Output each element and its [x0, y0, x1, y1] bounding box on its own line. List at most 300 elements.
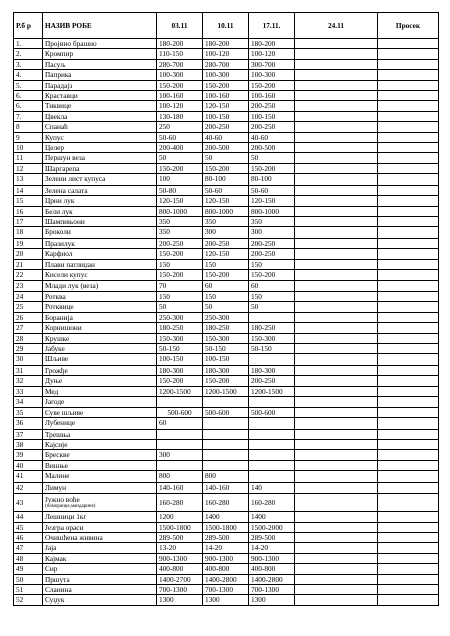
item-name: Мед: [43, 386, 157, 396]
table-row: [14, 153, 439, 163]
price-date-3: 100-120: [249, 49, 295, 59]
average-cell: [378, 386, 439, 396]
table-row: [14, 574, 439, 584]
price-date-4: [295, 512, 378, 522]
average-cell: [378, 333, 439, 343]
price-date-4: [295, 553, 378, 563]
price-date-1: 100-150: [157, 354, 203, 366]
table-row: [14, 217, 439, 227]
price-date-1: 500-600: [157, 407, 203, 417]
table-row: [14, 49, 439, 59]
average-cell: [378, 376, 439, 386]
row-number: 17: [14, 217, 43, 227]
item-name: Празилук: [43, 238, 157, 248]
average-cell: [378, 553, 439, 563]
price-date-1: 280-700: [157, 59, 203, 69]
row-number: 15: [14, 196, 43, 206]
price-date-4: [295, 70, 378, 80]
price-date-1: 100-160: [157, 91, 203, 101]
item-name-text: Јужно воће: [45, 494, 80, 504]
price-date-4: [295, 122, 378, 132]
price-date-1: 70: [157, 280, 203, 292]
item-name: Суве шљиве: [43, 407, 157, 417]
item-name: Дуње: [43, 376, 157, 386]
price-date-2: 14-20: [203, 543, 249, 553]
item-name: Пројино брашно: [43, 39, 157, 49]
price-date-4: [295, 185, 378, 195]
price-date-2: 100-120: [203, 49, 249, 59]
price-date-3: 50: [249, 153, 295, 163]
table-row: [14, 91, 439, 101]
row-number: 43: [14, 494, 43, 512]
price-date-3: [249, 439, 295, 449]
average-cell: [378, 512, 439, 522]
price-date-2: [203, 418, 249, 430]
price-date-3: 700-1300: [249, 584, 295, 594]
price-date-1: 100: [157, 174, 203, 186]
average-cell: [378, 39, 439, 49]
price-date-2: 800: [203, 471, 249, 483]
price-date-1: 180-200: [157, 39, 203, 49]
price-date-2: [203, 397, 249, 407]
price-date-1: 1200-1500: [157, 386, 203, 396]
price-date-4: [295, 494, 378, 512]
row-number: 2.: [14, 49, 43, 59]
price-date-3: 800-1000: [249, 206, 295, 216]
table-row: [14, 460, 439, 470]
price-date-3: 300-700: [249, 59, 295, 69]
average-cell: [378, 270, 439, 280]
price-date-2: 350: [203, 217, 249, 227]
table-row: [14, 196, 439, 206]
price-date-2: 150: [203, 259, 249, 269]
price-date-1: 1500-1800: [157, 522, 203, 532]
row-number: 27: [14, 323, 43, 333]
row-number: 21: [14, 259, 43, 269]
item-name: Језгра ораси: [43, 522, 157, 532]
table-row: [14, 80, 439, 90]
table-row: [14, 163, 439, 173]
row-number: 36: [14, 418, 43, 430]
item-name: Грожђе: [43, 365, 157, 375]
price-date-1: 150-200: [157, 249, 203, 259]
price-date-4: [295, 217, 378, 227]
price-date-3: 200-250: [249, 101, 295, 111]
price-date-3: 100-150: [249, 111, 295, 121]
average-cell: [378, 59, 439, 69]
price-date-3: [249, 312, 295, 322]
item-name: Шампињони: [43, 217, 157, 227]
price-date-2: 900-1300: [203, 553, 249, 563]
row-number: 42: [14, 482, 43, 494]
item-name: Млади лук (веза): [43, 280, 157, 292]
item-name: Сланина: [43, 584, 157, 594]
item-name: Вишње: [43, 460, 157, 470]
average-cell: [378, 101, 439, 111]
item-name: Кисели купус: [43, 270, 157, 280]
price-date-3: [249, 354, 295, 366]
table-row: [14, 553, 439, 563]
price-date-4: [295, 227, 378, 239]
price-date-3: [249, 429, 295, 439]
price-date-2: 700-1300: [203, 584, 249, 594]
average-cell: [378, 344, 439, 354]
price-date-3: 400-800: [249, 564, 295, 574]
item-name: Лубенице: [43, 418, 157, 430]
price-date-1: 50-80: [157, 185, 203, 195]
average-cell: [378, 217, 439, 227]
price-date-1: 250: [157, 122, 203, 132]
price-date-1: 100-300: [157, 70, 203, 80]
price-date-4: [295, 111, 378, 121]
average-cell: [378, 259, 439, 269]
price-date-1: 110-150: [157, 49, 203, 59]
item-name: Пршута: [43, 574, 157, 584]
table-row: [14, 512, 439, 522]
price-date-1: 700-1300: [157, 584, 203, 594]
price-date-4: [295, 132, 378, 142]
price-date-2: 1500-1800: [203, 522, 249, 532]
price-date-1: 289-500: [157, 532, 203, 542]
item-name: Суџук: [43, 595, 157, 605]
price-date-3: 14-20: [249, 543, 295, 553]
price-date-2: 250-300: [203, 312, 249, 322]
price-date-2: 100-300: [203, 70, 249, 80]
average-cell: [378, 418, 439, 430]
price-date-4: [295, 595, 378, 605]
row-number: 44: [14, 512, 43, 522]
price-table: [13, 12, 439, 606]
row-number: 7.: [14, 111, 43, 121]
price-date-1: 13-20: [157, 543, 203, 553]
price-date-3: 900-1300: [249, 553, 295, 563]
item-name: Броколи: [43, 227, 157, 239]
average-cell: [378, 522, 439, 532]
average-cell: [378, 584, 439, 594]
row-number: 20: [14, 249, 43, 259]
header-date-1: 03.11: [157, 13, 203, 39]
price-date-2: 300: [203, 227, 249, 239]
item-name: Малине: [43, 471, 157, 483]
price-date-2: 1200-1500: [203, 386, 249, 396]
table-row: [14, 532, 439, 542]
row-number: 4.: [14, 70, 43, 80]
price-date-3: 1400: [249, 512, 295, 522]
average-cell: [378, 302, 439, 312]
row-number: 52: [14, 595, 43, 605]
item-name: Јагоде: [43, 397, 157, 407]
price-date-2: 100-160: [203, 91, 249, 101]
price-date-3: 150: [249, 259, 295, 269]
price-date-3: 1200-1500: [249, 386, 295, 396]
item-name: Плави патлиџан: [43, 259, 157, 269]
table-row: [14, 397, 439, 407]
row-number: 5.: [14, 80, 43, 90]
average-cell: [378, 429, 439, 439]
price-date-2: 200-500: [203, 143, 249, 153]
average-cell: [378, 163, 439, 173]
table-row: [14, 429, 439, 439]
price-date-4: [295, 386, 378, 396]
price-date-2: 140-160: [203, 482, 249, 494]
item-name: Лешници 1кг: [43, 512, 157, 522]
table-row: [14, 323, 439, 333]
price-date-1: [157, 460, 203, 470]
row-number: 49: [14, 564, 43, 574]
row-number: 46: [14, 532, 43, 542]
price-date-1: 300: [157, 450, 203, 460]
item-name: Ротквице: [43, 302, 157, 312]
table-row: [14, 450, 439, 460]
price-date-2: 150-200: [203, 270, 249, 280]
table-row: [14, 227, 439, 239]
price-date-1: 180-250: [157, 323, 203, 333]
price-date-3: 150-300: [249, 333, 295, 343]
average-cell: [378, 482, 439, 494]
row-number: 37: [14, 429, 43, 439]
price-date-4: [295, 174, 378, 186]
price-date-2: 1300: [203, 595, 249, 605]
price-date-4: [295, 344, 378, 354]
row-number: 38: [14, 439, 43, 449]
price-date-4: [295, 196, 378, 206]
table-row: [14, 494, 439, 512]
table-row: [14, 174, 439, 186]
item-name: Црни лук: [43, 196, 157, 206]
header-date-2: 10.11: [203, 13, 249, 39]
price-date-2: [203, 450, 249, 460]
row-number: 32: [14, 376, 43, 386]
table-row: [14, 59, 439, 69]
item-name: Цвекла: [43, 111, 157, 121]
price-date-1: [157, 397, 203, 407]
price-date-1: 150: [157, 292, 203, 302]
price-date-1: 1300: [157, 595, 203, 605]
table-row: [14, 584, 439, 594]
price-date-3: 120-150: [249, 196, 295, 206]
price-date-1: 50: [157, 302, 203, 312]
average-cell: [378, 450, 439, 460]
price-date-1: 350: [157, 227, 203, 239]
price-date-4: [295, 143, 378, 153]
row-number: 29: [14, 344, 43, 354]
item-name: Зелена салата: [43, 185, 157, 195]
price-date-2: 200-250: [203, 238, 249, 248]
row-number: 39: [14, 450, 43, 460]
price-date-1: 900-1300: [157, 553, 203, 563]
row-number: 1.: [14, 39, 43, 49]
price-date-2: 180-250: [203, 323, 249, 333]
average-cell: [378, 354, 439, 366]
price-date-1: 150-200: [157, 270, 203, 280]
item-name: Першун веза: [43, 153, 157, 163]
price-date-4: [295, 59, 378, 69]
average-cell: [378, 238, 439, 248]
price-date-2: 289-500: [203, 532, 249, 542]
price-date-3: [249, 450, 295, 460]
item-name: Бресквe: [43, 450, 157, 460]
item-name: Крушке: [43, 333, 157, 343]
price-date-2: 120-150: [203, 249, 249, 259]
price-date-2: 150: [203, 292, 249, 302]
table-row: [14, 101, 439, 111]
table-row: [14, 418, 439, 430]
price-date-3: 50-150: [249, 344, 295, 354]
row-number: 25: [14, 302, 43, 312]
price-date-2: 180-200: [203, 39, 249, 49]
price-date-4: [295, 153, 378, 163]
price-date-2: 60: [203, 280, 249, 292]
item-name: Пасуљ: [43, 59, 157, 69]
price-date-4: [295, 302, 378, 312]
table-row: [14, 386, 439, 396]
table-row: [14, 376, 439, 386]
price-date-4: [295, 270, 378, 280]
price-date-4: [295, 418, 378, 430]
row-number: 33: [14, 386, 43, 396]
table-row: [14, 270, 439, 280]
table-row: [14, 132, 439, 142]
price-date-2: 200-250: [203, 122, 249, 132]
price-date-1: 800: [157, 471, 203, 483]
average-cell: [378, 227, 439, 239]
price-date-1: 350: [157, 217, 203, 227]
row-number: 6.: [14, 91, 43, 101]
average-cell: [378, 407, 439, 417]
row-number: 9: [14, 132, 43, 142]
price-date-3: 60: [249, 280, 295, 292]
row-number: 13: [14, 174, 43, 186]
header-rb: Р.б р: [14, 13, 43, 39]
price-date-4: [295, 163, 378, 173]
average-cell: [378, 185, 439, 195]
price-date-3: 40-60: [249, 132, 295, 142]
average-cell: [378, 280, 439, 292]
price-date-2: 280-700: [203, 59, 249, 69]
average-cell: [378, 80, 439, 90]
row-number: 8: [14, 122, 43, 132]
price-date-2: 1400: [203, 512, 249, 522]
average-cell: [378, 91, 439, 101]
price-date-1: 200-250: [157, 238, 203, 248]
price-date-1: 250-300: [157, 312, 203, 322]
average-cell: [378, 206, 439, 216]
price-date-2: 120-150: [203, 196, 249, 206]
item-name: Карфиол: [43, 249, 157, 259]
table-row: [14, 595, 439, 605]
item-name: Бели лук: [43, 206, 157, 216]
row-number: 14: [14, 185, 43, 195]
average-cell: [378, 397, 439, 407]
price-date-2: 150-300: [203, 333, 249, 343]
average-cell: [378, 564, 439, 574]
average-cell: [378, 132, 439, 142]
row-number: 23: [14, 280, 43, 292]
table-row: [14, 354, 439, 366]
item-name: Очишћена живина: [43, 532, 157, 542]
price-date-1: 50-60: [157, 132, 203, 142]
item-name: Кајмак: [43, 553, 157, 563]
price-date-4: [295, 249, 378, 259]
price-date-2: 100-150: [203, 111, 249, 121]
average-cell: [378, 70, 439, 80]
table-row: [14, 111, 439, 121]
price-date-2: 160-280: [203, 494, 249, 512]
item-name: Трешња: [43, 429, 157, 439]
average-cell: [378, 249, 439, 259]
price-date-1: [157, 429, 203, 439]
average-cell: [378, 494, 439, 512]
price-date-3: 100-300: [249, 70, 295, 80]
table-body: [14, 39, 439, 606]
price-date-3: 1400-2800: [249, 574, 295, 584]
price-date-2: 180-300: [203, 365, 249, 375]
price-date-1: [157, 439, 203, 449]
average-cell: [378, 312, 439, 322]
price-date-1: 200-400: [157, 143, 203, 153]
price-date-4: [295, 397, 378, 407]
row-number: 34: [14, 397, 43, 407]
table-row: [14, 292, 439, 302]
item-name: Тиквице: [43, 101, 157, 111]
row-number: 31: [14, 365, 43, 375]
row-number: 10: [14, 143, 43, 153]
price-date-3: 150-200: [249, 270, 295, 280]
row-number: 3.: [14, 59, 43, 69]
table-row: [14, 439, 439, 449]
item-name: Спанаћ: [43, 122, 157, 132]
price-date-4: [295, 450, 378, 460]
average-cell: [378, 323, 439, 333]
price-date-2: 120-150: [203, 101, 249, 111]
average-cell: [378, 532, 439, 542]
table-row: [14, 206, 439, 216]
price-date-4: [295, 280, 378, 292]
price-date-4: [295, 482, 378, 494]
price-date-2: [203, 429, 249, 439]
item-name: Ротква: [43, 292, 157, 302]
price-date-2: [203, 439, 249, 449]
table-row: [14, 312, 439, 322]
price-date-1: 50: [157, 153, 203, 163]
price-date-3: 500-600: [249, 407, 295, 417]
row-number: 41: [14, 471, 43, 483]
average-cell: [378, 196, 439, 206]
price-date-4: [295, 49, 378, 59]
price-date-3: [249, 397, 295, 407]
price-date-1: 120-150: [157, 196, 203, 206]
item-name: Зелени лист купуса: [43, 174, 157, 186]
price-date-1: 400-800: [157, 564, 203, 574]
price-date-2: [203, 460, 249, 470]
price-date-3: 150-200: [249, 80, 295, 90]
price-list-page: [13, 12, 438, 606]
price-date-4: [295, 365, 378, 375]
price-date-3: 1300: [249, 595, 295, 605]
table-row: [14, 259, 439, 269]
price-date-3: 180-200: [249, 39, 295, 49]
header-date-4: 24.11: [295, 13, 378, 39]
price-date-3: 160-280: [249, 494, 295, 512]
item-name: Сир: [43, 564, 157, 574]
table-row: [14, 333, 439, 343]
item-name: Парадајз: [43, 80, 157, 90]
price-date-2: 150-200: [203, 163, 249, 173]
row-number: 28: [14, 333, 43, 343]
price-date-4: [295, 564, 378, 574]
row-number: 47: [14, 543, 43, 553]
average-cell: [378, 439, 439, 449]
